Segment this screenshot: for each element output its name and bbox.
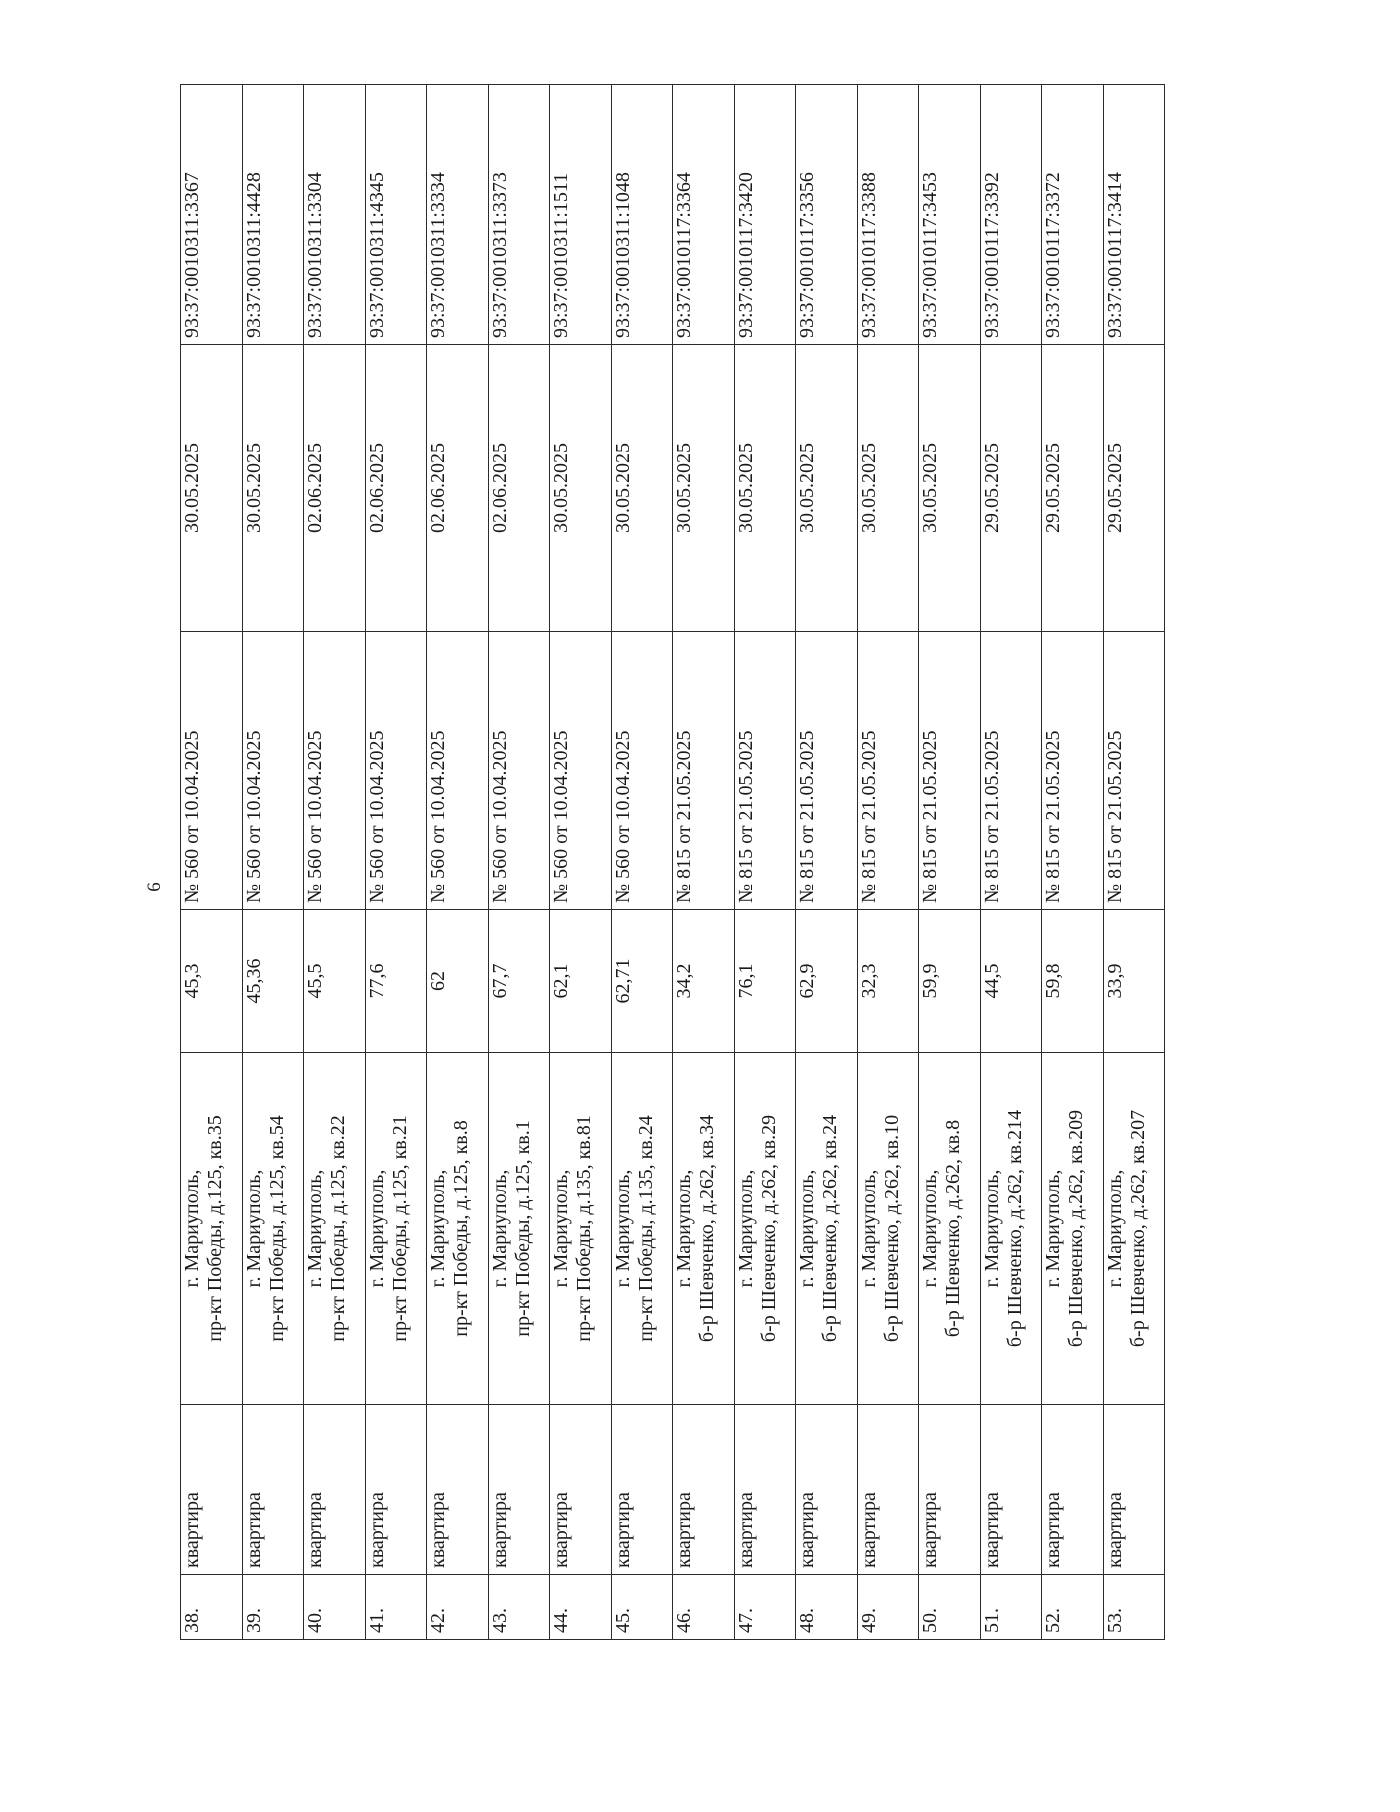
- cadastral-number-cell: 93:37:0010311:4428: [242, 85, 304, 345]
- area-cell: 59,8: [1042, 910, 1104, 1053]
- table-row: [242, 85, 304, 1640]
- address-city: г. Мариуполь,: [181, 1169, 203, 1288]
- address-street: пр-кт Победы, д.125, кв.8: [450, 1120, 472, 1337]
- date-cell: 30.05.2025: [181, 345, 243, 632]
- cadastral-number-cell: 93:37:0010117:3414: [1103, 85, 1165, 345]
- date-cell: 02.06.2025: [304, 345, 366, 632]
- address-city: г. Мариуполь,: [980, 1169, 1003, 1288]
- address-city: г. Мариуполь,: [673, 1169, 695, 1288]
- cadastral-number-cell: 93:37:0010117:3364: [673, 85, 735, 345]
- row-number-cell: 38.: [181, 1575, 243, 1640]
- row-number-cell: 40.: [304, 1575, 366, 1640]
- table-row: [673, 85, 735, 1640]
- address-street: пр-кт Победы, д.125, кв.54: [265, 1115, 288, 1342]
- address-cell: [242, 1053, 304, 1405]
- area-cell: 45,36: [242, 910, 304, 1053]
- document-cell: № 815 от 21.05.2025: [980, 632, 1042, 910]
- date-cell: 30.05.2025: [673, 345, 735, 632]
- address-city: г. Мариуполь,: [488, 1169, 511, 1288]
- date-cell: 30.05.2025: [857, 345, 919, 632]
- registry-table: [180, 84, 1165, 1640]
- cadastral-number-cell: 93:37:0010311:3367: [181, 85, 243, 345]
- row-number-cell: 50.: [919, 1575, 981, 1640]
- property-type-cell: квартира: [242, 1405, 304, 1575]
- row-number-cell: 45.: [611, 1575, 673, 1640]
- document-cell: № 815 от 21.05.2025: [919, 632, 981, 910]
- table-row: [427, 85, 489, 1640]
- address-street: пр-кт Победы, д.135, кв.81: [573, 1115, 595, 1342]
- document-cell: № 560 от 10.04.2025: [611, 632, 673, 910]
- property-type-cell: квартира: [673, 1405, 735, 1575]
- address-street: б-р Шевченко, д.262, кв.10: [880, 1114, 903, 1343]
- table-row: [980, 85, 1042, 1640]
- property-type-cell: квартира: [488, 1405, 550, 1575]
- address-cell: [919, 1053, 981, 1405]
- property-type-cell: квартира: [1042, 1405, 1104, 1575]
- table-row: [365, 85, 427, 1640]
- area-cell: 67,7: [488, 910, 550, 1053]
- page-number-text: 6: [144, 882, 165, 892]
- page-number: [145, 875, 165, 899]
- address-cell: [611, 1053, 673, 1405]
- address-street: пр-кт Победы, д.125, кв.35: [204, 1115, 226, 1342]
- document-cell: № 560 от 10.04.2025: [550, 632, 612, 910]
- address-cell: [181, 1053, 243, 1405]
- cadastral-number-cell: 93:37:0010117:3372: [1042, 85, 1104, 345]
- area-cell: 76,1: [734, 910, 796, 1053]
- table-row: [488, 85, 550, 1640]
- document-cell: № 560 от 10.04.2025: [427, 632, 489, 910]
- property-type-cell: квартира: [181, 1405, 243, 1575]
- document-cell: № 815 от 21.05.2025: [1042, 632, 1104, 910]
- document-cell: № 560 от 10.04.2025: [488, 632, 550, 910]
- address-street: пр-кт Победы, д.125, кв.1: [511, 1120, 534, 1337]
- area-cell: 77,6: [365, 910, 427, 1053]
- document-cell: № 815 от 21.05.2025: [734, 632, 796, 910]
- document-cell: № 815 от 21.05.2025: [796, 632, 858, 910]
- address-city: г. Мариуполь,: [242, 1169, 265, 1288]
- address-city: г. Мариуполь,: [304, 1169, 326, 1288]
- address-cell: [673, 1053, 735, 1405]
- address-cell: [1042, 1053, 1104, 1405]
- area-cell: 32,3: [857, 910, 919, 1053]
- row-number-cell: 43.: [488, 1575, 550, 1640]
- address-cell: [980, 1053, 1042, 1405]
- document-cell: № 560 от 10.04.2025: [242, 632, 304, 910]
- date-cell: 30.05.2025: [734, 345, 796, 632]
- address-street: пр-кт Победы, д.125, кв.21: [388, 1115, 411, 1342]
- document-cell: № 560 от 10.04.2025: [181, 632, 243, 910]
- cadastral-number-cell: 93:37:0010311:3334: [427, 85, 489, 345]
- area-cell: 62,71: [611, 910, 673, 1053]
- address-street: б-р Шевченко, д.262, кв.34: [696, 1114, 718, 1343]
- row-number-cell: 42.: [427, 1575, 489, 1640]
- cadastral-number-cell: 93:37:0010311:1048: [611, 85, 673, 345]
- address-cell: [796, 1053, 858, 1405]
- property-type-cell: квартира: [1103, 1405, 1165, 1575]
- property-type-cell: квартира: [919, 1405, 981, 1575]
- document-cell: № 560 от 10.04.2025: [304, 632, 366, 910]
- area-cell: 62: [427, 910, 489, 1053]
- cadastral-number-cell: 93:37:0010311:3304: [304, 85, 366, 345]
- address-city: г. Мариуполь,: [427, 1169, 449, 1288]
- date-cell: 02.06.2025: [427, 345, 489, 632]
- address-cell: [488, 1053, 550, 1405]
- property-type-cell: квартира: [611, 1405, 673, 1575]
- address-street: пр-кт Победы, д.125, кв.22: [327, 1115, 349, 1342]
- address-cell: [1103, 1053, 1165, 1405]
- date-cell: 30.05.2025: [796, 345, 858, 632]
- document-cell: № 815 от 21.05.2025: [857, 632, 919, 910]
- cadastral-number-cell: 93:37:0010311:3373: [488, 85, 550, 345]
- cadastral-number-cell: 93:37:0010117:3420: [734, 85, 796, 345]
- table-row: [1042, 85, 1104, 1640]
- property-type-cell: квартира: [734, 1405, 796, 1575]
- area-cell: 44,5: [980, 910, 1042, 1053]
- row-number-cell: 53.: [1103, 1575, 1165, 1640]
- property-type-cell: квартира: [550, 1405, 612, 1575]
- address-city: г. Мариуполь,: [919, 1169, 941, 1288]
- area-cell: 62,9: [796, 910, 858, 1053]
- address-cell: [734, 1053, 796, 1405]
- address-city: г. Мариуполь,: [550, 1169, 572, 1288]
- property-type-cell: квартира: [796, 1405, 858, 1575]
- row-number-cell: 39.: [242, 1575, 304, 1640]
- address-street: б-р Шевченко, д.262, кв.209: [1065, 1109, 1087, 1348]
- address-city: г. Мариуполь,: [857, 1169, 880, 1288]
- document-cell: № 815 от 21.05.2025: [1103, 632, 1165, 910]
- property-type-cell: квартира: [365, 1405, 427, 1575]
- date-cell: 30.05.2025: [242, 345, 304, 632]
- table-row: [611, 85, 673, 1640]
- row-number-cell: 49.: [857, 1575, 919, 1640]
- rotated-table-container: [180, 85, 1165, 1640]
- table-row: [919, 85, 981, 1640]
- row-number-cell: 52.: [1042, 1575, 1104, 1640]
- row-number-cell: 41.: [365, 1575, 427, 1640]
- area-cell: 62,1: [550, 910, 612, 1053]
- table-row: [796, 85, 858, 1640]
- date-cell: 30.05.2025: [550, 345, 612, 632]
- address-street: б-р Шевченко, д.262, кв.207: [1126, 1109, 1149, 1348]
- date-cell: 02.06.2025: [488, 345, 550, 632]
- address-cell: [550, 1053, 612, 1405]
- cadastral-number-cell: 93:37:0010311:1511: [550, 85, 612, 345]
- address-city: г. Мариуполь,: [1103, 1169, 1126, 1288]
- table-row: [857, 85, 919, 1640]
- row-number-cell: 48.: [796, 1575, 858, 1640]
- date-cell: 30.05.2025: [919, 345, 981, 632]
- address-city: г. Мариуполь,: [1042, 1169, 1064, 1288]
- table-row: [550, 85, 612, 1640]
- property-type-cell: квартира: [857, 1405, 919, 1575]
- date-cell: 29.05.2025: [980, 345, 1042, 632]
- row-number-cell: 46.: [673, 1575, 735, 1640]
- address-city: г. Мариуполь,: [796, 1169, 818, 1288]
- cadastral-number-cell: 93:37:0010117:3388: [857, 85, 919, 345]
- area-cell: 45,3: [181, 910, 243, 1053]
- area-cell: 34,2: [673, 910, 735, 1053]
- cadastral-number-cell: 93:37:0010117:3392: [980, 85, 1042, 345]
- date-cell: 30.05.2025: [611, 345, 673, 632]
- address-city: г. Мариуполь,: [365, 1169, 388, 1288]
- property-type-cell: квартира: [304, 1405, 366, 1575]
- cadastral-number-cell: 93:37:0010311:4345: [365, 85, 427, 345]
- document-cell: № 815 от 21.05.2025: [673, 632, 735, 910]
- address-street: б-р Шевченко, д.262, кв.8: [942, 1119, 964, 1338]
- row-number-cell: 44.: [550, 1575, 612, 1640]
- address-street: б-р Шевченко, д.262, кв.214: [1003, 1109, 1026, 1348]
- address-street: пр-кт Победы, д.135, кв.24: [634, 1115, 657, 1342]
- area-cell: 33,9: [1103, 910, 1165, 1053]
- date-cell: 02.06.2025: [365, 345, 427, 632]
- table-row: [304, 85, 366, 1640]
- property-type-cell: квартира: [980, 1405, 1042, 1575]
- registry-table-body: [181, 85, 1165, 1640]
- address-cell: [365, 1053, 427, 1405]
- address-cell: [427, 1053, 489, 1405]
- address-street: б-р Шевченко, д.262, кв.29: [757, 1114, 780, 1343]
- date-cell: 29.05.2025: [1103, 345, 1165, 632]
- area-cell: 45,5: [304, 910, 366, 1053]
- date-cell: 29.05.2025: [1042, 345, 1104, 632]
- address-street: б-р Шевченко, д.262, кв.24: [819, 1114, 841, 1343]
- address-cell: [304, 1053, 366, 1405]
- row-number-cell: 51.: [980, 1575, 1042, 1640]
- address-cell: [857, 1053, 919, 1405]
- table-row: [181, 85, 243, 1640]
- cadastral-number-cell: 93:37:0010117:3453: [919, 85, 981, 345]
- table-row: [1103, 85, 1165, 1640]
- cadastral-number-cell: 93:37:0010117:3356: [796, 85, 858, 345]
- area-cell: 59,9: [919, 910, 981, 1053]
- table-row: [734, 85, 796, 1640]
- property-type-cell: квартира: [427, 1405, 489, 1575]
- row-number-cell: 47.: [734, 1575, 796, 1640]
- address-city: г. Мариуполь,: [734, 1169, 757, 1288]
- address-city: г. Мариуполь,: [611, 1169, 634, 1288]
- document-cell: № 560 от 10.04.2025: [365, 632, 427, 910]
